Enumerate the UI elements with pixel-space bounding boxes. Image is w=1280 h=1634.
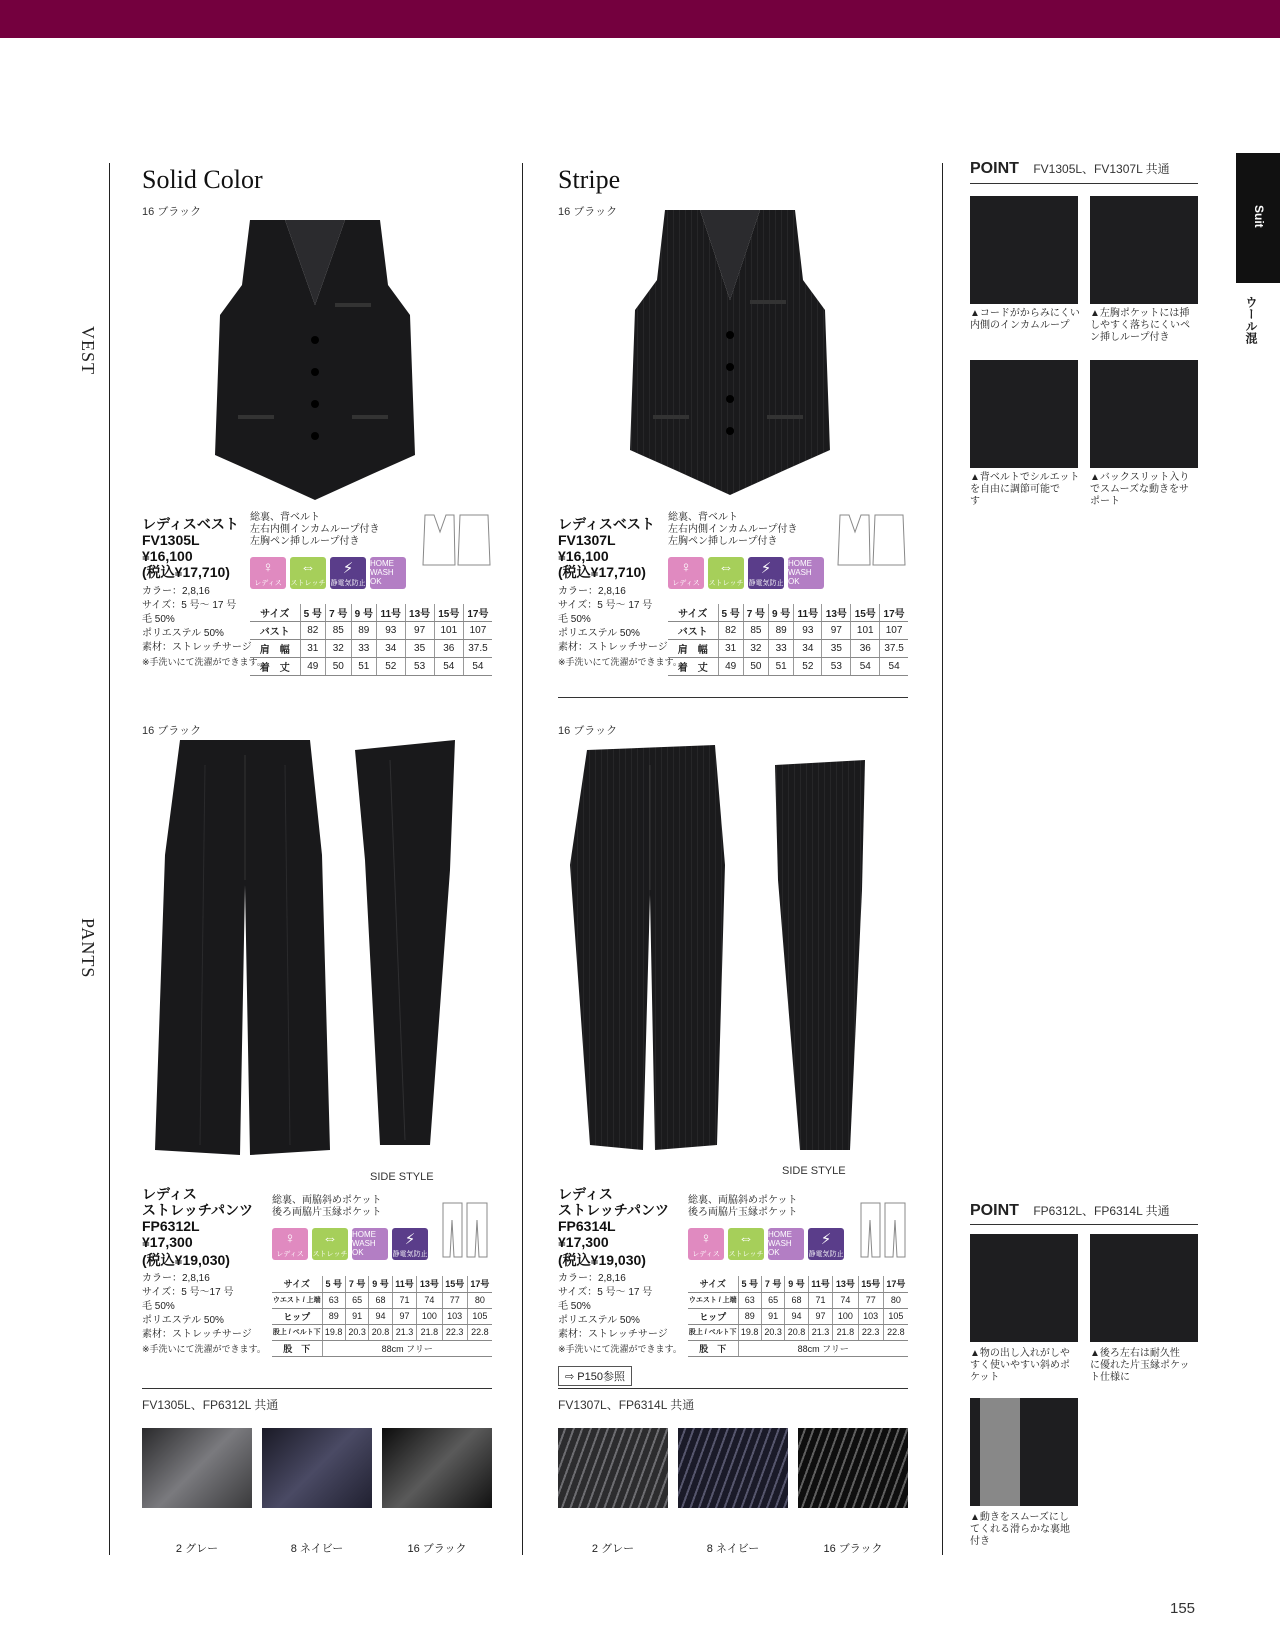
point2-image-back-pocket xyxy=(1090,1234,1198,1342)
vest2-features xyxy=(668,512,798,548)
pants2-price-tax: (税込¥19,030) xyxy=(558,1252,646,1268)
spec-line: サイズ：5 号～ 17 号 xyxy=(142,600,237,611)
spec-line: カラー：2,8,16 xyxy=(558,1273,626,1284)
fabric2-title: FV1307L、FP6314L 共通 xyxy=(558,1398,695,1412)
point2-caption: ▲動きをスムーズにし てくれる滑らかな裏地 付き xyxy=(970,1512,1070,1547)
point1-image-inner-loop xyxy=(970,196,1078,304)
vest1-icon-row xyxy=(250,557,406,589)
ladies-icon: ♀ レディス xyxy=(668,557,704,589)
spec-line: ポリエステル 50% xyxy=(142,1315,224,1326)
point2-image-lining xyxy=(970,1398,1078,1506)
pants2-code: FP6314L xyxy=(558,1218,616,1234)
column-divider-middle xyxy=(522,163,523,1555)
feature-line: 左右内側インカムループ付き xyxy=(250,524,380,535)
antistatic-icon: ⚡ 静電気防止 xyxy=(392,1228,428,1260)
swatch-black xyxy=(382,1428,492,1508)
table-row: 肩 幅 31 32 33 34 35 36 37.5 xyxy=(250,640,492,658)
feature-line: 総裏、背ベルト xyxy=(668,512,738,523)
column-divider-left xyxy=(109,163,110,1555)
vest2-specs xyxy=(558,585,682,669)
table-row: 着 丈 49 50 51 52 53 54 54 xyxy=(668,658,908,676)
point2-caption: ▲物の出し入れがしや すく使いやすい斜めポ ケット xyxy=(970,1348,1070,1383)
antistatic-icon: ⚡ 静電気防止 xyxy=(330,557,366,589)
table-row: バスト 82 85 89 93 97 101 107 xyxy=(668,622,908,640)
swatch-label: 2 グレー xyxy=(591,1543,635,1555)
pants1-name2: ストレッチパンツ xyxy=(142,1202,254,1218)
spec-line: ポリエステル 50% xyxy=(558,628,640,639)
vest1-sketch xyxy=(420,510,492,570)
pants2-icon-row xyxy=(688,1228,844,1260)
table-row: ウエスト / 上端 63 65 68 71 74 77 80 xyxy=(688,1292,908,1308)
table-row: ヒップ 89 91 94 97 100 103 105 xyxy=(272,1308,492,1324)
pants1-specs xyxy=(142,1272,266,1356)
vest1-specs xyxy=(142,585,266,669)
pants2-side-style-label: SIDE STYLE xyxy=(782,1165,846,1177)
spec-line: サイズ：5 号～ 17 号 xyxy=(558,1287,653,1298)
fabric1-title: FV1305L、FP6312L 共通 xyxy=(142,1398,279,1412)
table-row: サイズ 5 号 7 号 9 号 11号 13号 15号 17号 xyxy=(272,1276,492,1292)
homewash-icon: HOME WASH OK xyxy=(768,1228,804,1260)
feature-line: 左右内側インカムループ付き xyxy=(668,524,798,535)
swatch-black-stripe xyxy=(798,1428,908,1508)
stripe-vest-divider xyxy=(558,697,908,698)
swatch-label: 8 ネイビー xyxy=(290,1543,344,1555)
pants2-name2: ストレッチパンツ xyxy=(558,1202,670,1218)
page-number: 155 xyxy=(1170,1600,1196,1617)
table-row: ヒップ 89 91 94 97 100 103 105 xyxy=(688,1308,908,1324)
tab-wool-label: ウール混 xyxy=(1244,296,1258,344)
point2-divider xyxy=(970,1224,1198,1225)
spec-line: ※手洗いにて洗濯ができます。 xyxy=(142,657,266,667)
table-row: 肩 幅 31 32 33 34 35 36 37.5 xyxy=(668,640,908,658)
spec-line: 毛 50% xyxy=(142,1301,175,1312)
pants2-color-label: 16 ブラック xyxy=(558,725,618,737)
pants1-icon-row xyxy=(272,1228,428,1260)
spec-line: 素材：ストレッチサージ xyxy=(558,1329,668,1340)
feature-line: 左胸ペン挿しループ付き xyxy=(668,536,778,547)
vest1-name: レディスベスト xyxy=(142,516,239,532)
antistatic-icon: ⚡ 静電気防止 xyxy=(808,1228,844,1260)
vest1-price-tax: (税込¥17,710) xyxy=(142,564,230,580)
column-divider-right xyxy=(942,163,943,1555)
point1-title: POINT xyxy=(970,160,1019,177)
spec-line: 毛 50% xyxy=(142,614,175,625)
spec-line: カラー：2,8,16 xyxy=(142,1273,210,1284)
pants2-name1: レディス xyxy=(558,1186,613,1202)
pants1-price-tax: (税込¥19,030) xyxy=(142,1252,230,1268)
top-color-bar xyxy=(0,0,1280,38)
spec-line: 毛 50% xyxy=(558,614,591,625)
swatch-label: 8 ネイビー xyxy=(706,1543,760,1555)
side-label-pants: PANTS xyxy=(78,918,98,979)
point1-header xyxy=(970,160,1198,178)
pants1-price: ¥17,300 xyxy=(142,1234,193,1250)
pants1-color-label: 16 ブラック xyxy=(142,725,202,737)
swatch-label: 16 ブラック xyxy=(823,1543,883,1555)
section-title-stripe: Stripe xyxy=(558,165,621,194)
vest1-color-label: 16 ブラック xyxy=(142,206,202,218)
feature-line: 後ろ両脇片玉縁ポケット xyxy=(272,1207,382,1218)
spec-line: ※手洗いにて洗濯ができます。 xyxy=(558,1344,682,1354)
pants2-front-image xyxy=(565,745,735,1155)
vest1-code: FV1305L xyxy=(142,532,200,548)
homewash-icon: HOME WASH OK xyxy=(788,557,824,589)
table-row: 股上 / ベルト下 19.8 20.3 20.8 21.3 21.8 22.3 22.8 xyxy=(688,1324,908,1340)
feature-line: 総裏、両脇斜めポケット xyxy=(688,1195,798,1206)
pants1-name1: レディス xyxy=(142,1186,197,1202)
vest2-color-label: 16 ブラック xyxy=(558,206,618,218)
vest2-image xyxy=(625,205,835,500)
spec-line: カラー：2,8,16 xyxy=(558,586,626,597)
section-title-solid: Solid Color xyxy=(142,165,263,194)
vest1-image xyxy=(210,215,420,505)
reference-label: P150参照 xyxy=(577,1371,625,1383)
swatch-grey xyxy=(142,1428,252,1508)
pants1-front-image xyxy=(150,735,340,1160)
spec-line: ※手洗いにて洗濯ができます。 xyxy=(142,1344,266,1354)
vest1-features xyxy=(250,512,380,548)
antistatic-icon: ⚡ 静電気防止 xyxy=(748,557,784,589)
spec-line: 毛 50% xyxy=(558,1301,591,1312)
side-label-vest: VEST xyxy=(78,326,98,375)
pants1-features xyxy=(272,1195,382,1219)
pants2-size-table xyxy=(688,1276,908,1357)
spec-line: サイズ：5 号～ 17 号 xyxy=(558,600,653,611)
table-row: サイズ 5 号 7 号 9 号 11号 13号 15号 17号 xyxy=(250,604,492,622)
spec-line: 素材：ストレッチサージ xyxy=(558,642,668,653)
swatch-navy xyxy=(262,1428,372,1508)
point1-caption: ▲左胸ポケットには挿 しやすく落ちにくいペ ン挿しループ付き xyxy=(1090,308,1190,343)
point1-image-pen-loop xyxy=(1090,196,1198,304)
pants1-code: FP6312L xyxy=(142,1218,200,1234)
point1-image-back-slit xyxy=(1090,360,1198,468)
pants2-features xyxy=(688,1195,798,1219)
stretch-icon: ⇔ ストレッチ xyxy=(728,1230,764,1258)
vest2-price: ¥16,100 xyxy=(558,548,609,564)
spec-line: サイズ：5 号～17 号 xyxy=(142,1287,234,1298)
table-row: バスト 82 85 89 93 97 101 107 xyxy=(250,622,492,640)
pants1-sketch xyxy=(440,1200,490,1260)
ladies-icon: ♀ レディス xyxy=(250,557,286,589)
point1-caption: ▲バックスリット入り でスムーズな動きをサ ポート xyxy=(1090,472,1190,507)
spec-line: ポリエステル 50% xyxy=(558,1315,640,1326)
point1-caption: ▲コードがからみにくい 内側のインカムループ xyxy=(970,308,1080,331)
pants2-specs xyxy=(558,1272,682,1356)
vest2-size-table xyxy=(668,604,908,676)
vest2-code: FV1307L xyxy=(558,532,616,548)
vest1-price: ¥16,100 xyxy=(142,548,193,564)
stretch-icon: ⇔ ストレッチ xyxy=(708,559,744,587)
pants1-size-table xyxy=(272,1276,492,1357)
pants2-price: ¥17,300 xyxy=(558,1234,609,1250)
vest2-name: レディスベスト xyxy=(558,516,655,532)
pants1-side-image xyxy=(350,740,460,1150)
table-row: サイズ 5 号 7 号 9 号 11号 13号 15号 17号 xyxy=(688,1276,908,1292)
pants2-side-image xyxy=(770,760,870,1155)
point1-caption: ▲背ベルトでシルエット を自由に調節可能で す xyxy=(970,472,1080,507)
point1-image-back-belt xyxy=(970,360,1078,468)
table-row: 股上 / ベルト下 19.8 20.3 20.8 21.3 21.8 22.3 22.8 xyxy=(272,1324,492,1340)
swatch-label: 2 グレー xyxy=(175,1543,219,1555)
feature-line: 後ろ両脇片玉縁ポケット xyxy=(688,1207,798,1218)
vest1-size-table xyxy=(250,604,492,676)
pants1-side-style-label: SIDE STYLE xyxy=(370,1171,434,1183)
point2-image-side-pocket xyxy=(970,1234,1078,1342)
ladies-icon: ♀ レディス xyxy=(272,1228,308,1260)
point2-header xyxy=(970,1202,1198,1220)
stretch-icon: ⇔ ストレッチ xyxy=(290,559,326,587)
tab-suit-label: Suit xyxy=(1252,205,1266,228)
table-row: サイズ 5 号 7 号 9 号 11号 13号 15号 17号 xyxy=(668,604,908,622)
spec-line: ※手洗いにて洗濯ができます。 xyxy=(558,657,682,667)
point2-subtitle: FP6312L、FP6314L 共通 xyxy=(1033,1204,1170,1218)
vest2-icon-row xyxy=(668,557,824,589)
category-tab[interactable] xyxy=(1236,153,1280,283)
table-row: ウエスト / 上端 63 65 68 71 74 77 80 xyxy=(272,1292,492,1308)
reference-link[interactable]: ⇨ P150参照 xyxy=(558,1366,632,1386)
point2-caption: ▲後ろ左右は耐久性 に優れた片玉縁ポケッ ト仕様に xyxy=(1090,1348,1190,1383)
vest2-price-tax: (税込¥17,710) xyxy=(558,564,646,580)
table-row: 股 下 88cm フリー xyxy=(272,1340,492,1356)
homewash-icon: HOME WASH OK xyxy=(370,557,406,589)
table-row: 股 下 88cm フリー xyxy=(688,1340,908,1356)
swatch-grey-stripe xyxy=(558,1428,668,1508)
feature-line: 総裏、両脇斜めポケット xyxy=(272,1195,382,1206)
stretch-icon: ⇔ ストレッチ xyxy=(312,1230,348,1258)
ladies-icon: ♀ レディス xyxy=(688,1228,724,1260)
fabric2-divider xyxy=(558,1388,908,1389)
spec-line: 素材：ストレッチサージ xyxy=(142,642,252,653)
table-row: 着 丈 49 50 51 52 53 54 54 xyxy=(250,658,492,676)
point1-divider xyxy=(970,183,1198,184)
pants2-sketch xyxy=(858,1200,908,1260)
vest2-sketch xyxy=(835,510,907,570)
homewash-icon: HOME WASH OK xyxy=(352,1228,388,1260)
point2-title: POINT xyxy=(970,1202,1019,1219)
spec-line: カラー：2,8,16 xyxy=(142,586,210,597)
feature-line: 左胸ペン挿しループ付き xyxy=(250,536,360,547)
fabric1-divider xyxy=(142,1388,492,1389)
feature-line: 総裏、背ベルト xyxy=(250,512,320,523)
swatch-navy-stripe xyxy=(678,1428,788,1508)
swatch-label: 16 ブラック xyxy=(407,1543,467,1555)
spec-line: 素材：ストレッチサージ xyxy=(142,1329,252,1340)
point1-subtitle: FV1305L、FV1307L 共通 xyxy=(1033,162,1170,176)
spec-line: ポリエステル 50% xyxy=(142,628,224,639)
